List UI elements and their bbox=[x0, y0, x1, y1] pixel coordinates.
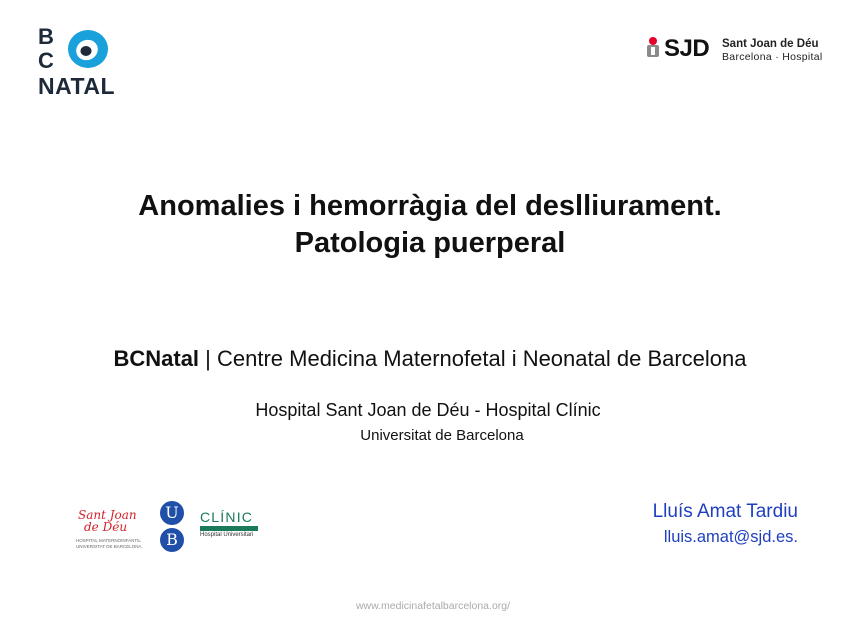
clinic-logo bbox=[200, 510, 260, 544]
footer-url[interactable]: www.medicinafetalbarcelona.org/ bbox=[355, 600, 511, 612]
slide-title bbox=[0, 188, 848, 262]
title-line-1: Anomalies i hemorràgia del deslliurament. bbox=[138, 190, 722, 222]
centre-line bbox=[0, 344, 848, 374]
sjd-small-line-2: de Déu bbox=[84, 520, 128, 534]
ub-b-circle: B bbox=[160, 528, 184, 552]
sjd-name: Sant Joan de Déu bbox=[722, 38, 819, 50]
sjd-small-logo bbox=[76, 508, 146, 550]
sjd-logo bbox=[642, 34, 823, 68]
title-line-2: Patologia puerperal bbox=[294, 227, 566, 259]
sjd-small-line-4: UNIVERSITAT DE BARCELONA bbox=[76, 544, 142, 549]
university-line: Universitat de Barcelona bbox=[360, 427, 524, 444]
author-name: Lluís Amat Tardiu bbox=[652, 501, 798, 522]
author-email[interactable]: lluis.amat@sjd.es. bbox=[663, 528, 798, 546]
sjd-abbr: SJD bbox=[664, 35, 710, 62]
bcnatal-logo-natal: NATAL bbox=[38, 73, 116, 99]
clinic-subtitle: Hospital Universitari bbox=[200, 532, 254, 538]
centre-rest: | Centre Medicina Maternofetal i Neonatal de Barcelona bbox=[199, 346, 747, 371]
ub-logo bbox=[158, 501, 188, 553]
sjd-crest-icon bbox=[642, 35, 664, 61]
clinic-name: CLÍNIC bbox=[200, 509, 254, 525]
sjd-small-line-1: Sant Joan bbox=[78, 508, 137, 522]
ub-u-circle: U bbox=[160, 501, 184, 525]
bcnatal-logo bbox=[38, 26, 134, 98]
sjd-subtitle: Barcelona · Hospital bbox=[722, 51, 823, 63]
hospitals-line: Hospital Sant Joan de Déu - Hospital Clínic bbox=[255, 400, 601, 420]
centre-bold: BCNatal bbox=[113, 346, 200, 371]
clinic-bar bbox=[200, 526, 258, 531]
bcnatal-logo-b: B bbox=[38, 24, 54, 49]
bcnatal-logo-c: C bbox=[38, 48, 54, 73]
sjd-small-line-3: HOSPITAL MATERNOINFANTIL bbox=[76, 538, 141, 543]
bcnatal-ring-icon bbox=[64, 26, 112, 72]
